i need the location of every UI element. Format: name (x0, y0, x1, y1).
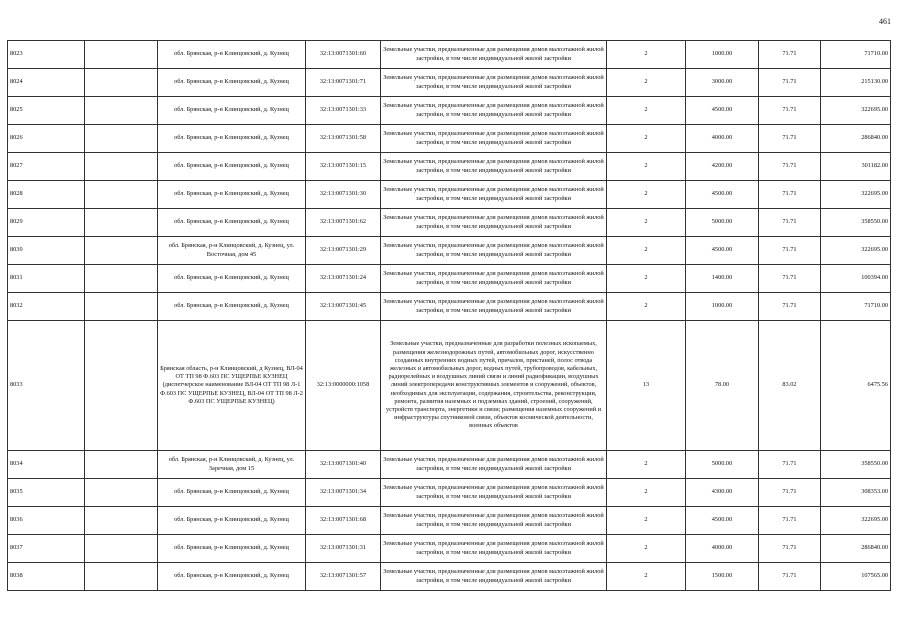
empty-cell (85, 209, 158, 237)
address-cell: обл. Брянская, р-н Клинцовский, д. Кузнец (158, 153, 306, 181)
empty-cell (85, 237, 158, 265)
land-use-cell: Земельные участки, предназначенные для размещения домов малоэтажной жилой застройки, в том числе индивидуальной жилой застройки (381, 451, 607, 479)
cadastral-number-cell: 32:13:0071301:62 (306, 209, 381, 237)
category-code-cell: 2 (607, 535, 686, 563)
land-use-cell: Земельные участки, предназначенные для размещения домов малоэтажной жилой застройки, в том числе индивидуальной жилой застройки (381, 153, 607, 181)
specific-value-cell: 71.71 (759, 265, 821, 293)
empty-cell (85, 41, 158, 69)
empty-cell (85, 69, 158, 97)
empty-cell (85, 125, 158, 153)
area-cell: 3000.00 (686, 69, 759, 97)
record-id-cell: 8033 (8, 321, 85, 451)
cadastral-number-cell: 32:13:0071301:58 (306, 125, 381, 153)
empty-cell (85, 265, 158, 293)
cadastral-number-cell: 32:13:0071301:60 (306, 41, 381, 69)
address-cell: обл. Брянская, р-н Клинцовский, д. Кузнец (158, 479, 306, 507)
area-cell: 4000.00 (686, 535, 759, 563)
cadastral-value-cell: 6475.56 (821, 321, 891, 451)
table-row (8, 321, 891, 451)
record-id-cell: 8031 (8, 265, 85, 293)
land-use-cell: Земельные участки, предназначенные для размещения домов малоэтажной жилой застройки, в том числе индивидуальной жилой застройки (381, 181, 607, 209)
record-id-cell: 8028 (8, 181, 85, 209)
address-cell: обл. Брянская, р-н Клинцовский, д. Кузнец (158, 125, 306, 153)
specific-value-cell: 71.71 (759, 507, 821, 535)
address-cell: обл. Брянская, р-н Клинцовский, д. Кузнец, ул. Восточная, дом 45 (158, 237, 306, 265)
table-row (8, 479, 891, 507)
empty-cell (85, 479, 158, 507)
area-cell: 4500.00 (686, 507, 759, 535)
cadastral-value-cell: 71710.00 (821, 293, 891, 321)
table-row (8, 507, 891, 535)
category-code-cell: 2 (607, 125, 686, 153)
land-use-cell: Земельные участки, предназначенные для размещения домов малоэтажной жилой застройки, в том числе индивидуальной жилой застройки (381, 479, 607, 507)
land-use-cell: Земельные участки, предназначенные для разработки полезных ископаемых, размещения железнодорожных путей, автомобильных дорог, искусственно созданных внутренних водных путей, причалов, пристаней, полос отвода железных и автомобильных дорог, водных путей, трубопроводов, кабельных, радиорелейных и воздушных линий связи и линий радиофикации, воздушных линий электропередачи конструктивных элементов и сооружений, объектов, необходимых для эксплуатации, содержания, строительства, реконструкции, ремонта, развития наземных и подземных зданий, строений, сооружений, устройств транспорта, энергетики и связи; размещения наземных сооружений и инфраструктуры спутниковой связи, объектов космической деятельности, военных объектов (381, 321, 607, 451)
record-id-cell: 8035 (8, 479, 85, 507)
record-id-cell: 8029 (8, 209, 85, 237)
area-cell: 4500.00 (686, 237, 759, 265)
area-cell: 4500.00 (686, 181, 759, 209)
category-code-cell: 2 (607, 479, 686, 507)
category-code-cell: 2 (607, 41, 686, 69)
specific-value-cell: 71.71 (759, 293, 821, 321)
land-use-cell: Земельные участки, предназначенные для размещения домов малоэтажной жилой застройки, в том числе индивидуальной жилой застройки (381, 265, 607, 293)
cadastral-number-cell: 32:13:0071301:68 (306, 507, 381, 535)
category-code-cell: 2 (607, 293, 686, 321)
table-row (8, 97, 891, 125)
specific-value-cell: 71.71 (759, 535, 821, 563)
table-row (8, 451, 891, 479)
specific-value-cell: 71.71 (759, 479, 821, 507)
record-id-cell: 8030 (8, 237, 85, 265)
table-row (8, 535, 891, 563)
table-row (8, 125, 891, 153)
land-use-cell: Земельные участки, предназначенные для размещения домов малоэтажной жилой застройки, в том числе индивидуальной жилой застройки (381, 69, 607, 97)
address-cell: обл. Брянская, р-н Клинцовский, д. Кузнец (158, 209, 306, 237)
cadastral-value-cell: 215130.00 (821, 69, 891, 97)
table-row (8, 293, 891, 321)
cadastral-value-table (7, 40, 891, 591)
specific-value-cell: 71.71 (759, 181, 821, 209)
area-cell: 1400.00 (686, 265, 759, 293)
area-cell: 78.00 (686, 321, 759, 451)
land-use-cell: Земельные участки, предназначенные для размещения домов малоэтажной жилой застройки, в том числе индивидуальной жилой застройки (381, 237, 607, 265)
cadastral-number-cell: 32:13:0071301:71 (306, 69, 381, 97)
category-code-cell: 13 (607, 321, 686, 451)
category-code-cell: 2 (607, 563, 686, 591)
address-cell: Брянская область, р-н Клинцовский, д Кузнец, ВЛ-04 ОТ ТП 98 Ф.603 ПС УЩЕРПЬЕ КУЗНЕЦ (диспетчерское наименование ВЛ-04 ОТ ТП 98 Л-1 Ф.603 ПС УЩЕРПЬЕ КУЗНЕЦ, ВЛ-04 ОТ ТП 98 Л-2 Ф.603 ПС УЩЕРПЬЕ КУЗНЕЦ) (158, 321, 306, 451)
category-code-cell: 2 (607, 265, 686, 293)
record-id-cell: 8023 (8, 41, 85, 69)
specific-value-cell: 71.71 (759, 41, 821, 69)
area-cell: 4300.00 (686, 479, 759, 507)
category-code-cell: 2 (607, 181, 686, 209)
address-cell: обл. Брянская, р-н Клинцовский, д. Кузнец (158, 69, 306, 97)
specific-value-cell: 71.71 (759, 563, 821, 591)
cadastral-number-cell: 32:13:0071301:15 (306, 153, 381, 181)
page-number: 461 (879, 17, 891, 26)
record-id-cell: 8038 (8, 563, 85, 591)
specific-value-cell: 71.71 (759, 69, 821, 97)
area-cell: 5000.00 (686, 209, 759, 237)
cadastral-number-cell: 32:13:0000000:1058 (306, 321, 381, 451)
cadastral-number-cell: 32:13:0071301:24 (306, 265, 381, 293)
record-id-cell: 8024 (8, 69, 85, 97)
cadastral-value-cell: 286840.00 (821, 125, 891, 153)
address-cell: обл. Брянская, р-н Клинцовский, д. Кузнец (158, 535, 306, 563)
empty-cell (85, 535, 158, 563)
address-cell: обл. Брянская, р-н Клинцовский, д. Кузнец, ул. Заречная, дом 15 (158, 451, 306, 479)
cadastral-number-cell: 32:13:0071301:30 (306, 181, 381, 209)
empty-cell (85, 563, 158, 591)
table-row (8, 69, 891, 97)
cadastral-value-cell: 358550.00 (821, 209, 891, 237)
area-cell: 1000.00 (686, 293, 759, 321)
empty-cell (85, 97, 158, 125)
cadastral-number-cell: 32:13:0071301:31 (306, 535, 381, 563)
address-cell: обл. Брянская, р-н Клинцовский, д. Кузнец (158, 41, 306, 69)
category-code-cell: 2 (607, 153, 686, 181)
table-row (8, 181, 891, 209)
area-cell: 4200.00 (686, 153, 759, 181)
specific-value-cell: 71.71 (759, 209, 821, 237)
empty-cell (85, 451, 158, 479)
address-cell: обл. Брянская, р-н Клинцовский, д. Кузнец (158, 563, 306, 591)
cadastral-value-cell: 301182.00 (821, 153, 891, 181)
table-row (8, 41, 891, 69)
cadastral-number-cell: 32:13:0071301:29 (306, 237, 381, 265)
category-code-cell: 2 (607, 69, 686, 97)
cadastral-number-cell: 32:13:0071301:40 (306, 451, 381, 479)
empty-cell (85, 321, 158, 451)
record-id-cell: 8027 (8, 153, 85, 181)
address-cell: обл. Брянская, р-н Клинцовский, д. Кузнец (158, 507, 306, 535)
table-row (8, 237, 891, 265)
record-id-cell: 8036 (8, 507, 85, 535)
category-code-cell: 2 (607, 237, 686, 265)
cadastral-value-cell: 322695.00 (821, 181, 891, 209)
specific-value-cell: 71.71 (759, 97, 821, 125)
cadastral-value-cell: 308353.00 (821, 479, 891, 507)
record-id-cell: 8025 (8, 97, 85, 125)
land-use-cell: Земельные участки, предназначенные для размещения домов малоэтажной жилой застройки, в том числе индивидуальной жилой застройки (381, 507, 607, 535)
empty-cell (85, 181, 158, 209)
cadastral-value-cell: 358550.00 (821, 451, 891, 479)
empty-cell (85, 293, 158, 321)
address-cell: обл. Брянская, р-н Клинцовский, д. Кузнец (158, 265, 306, 293)
cadastral-value-cell: 100394.00 (821, 265, 891, 293)
address-cell: обл. Брянская, р-н Клинцовский, д. Кузнец (158, 97, 306, 125)
empty-cell (85, 507, 158, 535)
specific-value-cell: 83.02 (759, 321, 821, 451)
area-cell: 4000.00 (686, 125, 759, 153)
cadastral-value-cell: 286840.00 (821, 535, 891, 563)
address-cell: обл. Брянская, р-н Клинцовский, д. Кузнец (158, 181, 306, 209)
cadastral-value-cell: 322695.00 (821, 97, 891, 125)
area-cell: 5000.00 (686, 451, 759, 479)
record-id-cell: 8032 (8, 293, 85, 321)
table-row (8, 563, 891, 591)
record-id-cell: 8034 (8, 451, 85, 479)
table-row (8, 265, 891, 293)
specific-value-cell: 71.71 (759, 451, 821, 479)
cadastral-value-cell: 322695.00 (821, 237, 891, 265)
cadastral-value-cell: 107565.00 (821, 563, 891, 591)
category-code-cell: 2 (607, 209, 686, 237)
cadastral-value-cell: 71710.00 (821, 41, 891, 69)
specific-value-cell: 71.71 (759, 237, 821, 265)
land-use-cell: Земельные участки, предназначенные для размещения домов малоэтажной жилой застройки, в том числе индивидуальной жилой застройки (381, 209, 607, 237)
cadastral-value-cell: 322695.00 (821, 507, 891, 535)
record-id-cell: 8026 (8, 125, 85, 153)
land-use-cell: Земельные участки, предназначенные для размещения домов малоэтажной жилой застройки, в том числе индивидуальной жилой застройки (381, 125, 607, 153)
table-row (8, 209, 891, 237)
land-use-cell: Земельные участки, предназначенные для размещения домов малоэтажной жилой застройки, в том числе индивидуальной жилой застройки (381, 41, 607, 69)
cadastral-number-cell: 32:13:0071301:57 (306, 563, 381, 591)
category-code-cell: 2 (607, 451, 686, 479)
cadastral-number-cell: 32:13:0071301:33 (306, 97, 381, 125)
land-use-cell: Земельные участки, предназначенные для размещения домов малоэтажной жилой застройки, в том числе индивидуальной жилой застройки (381, 535, 607, 563)
cadastral-number-cell: 32:13:0071301:45 (306, 293, 381, 321)
area-cell: 1000.00 (686, 41, 759, 69)
land-use-cell: Земельные участки, предназначенные для размещения домов малоэтажной жилой застройки, в том числе индивидуальной жилой застройки (381, 293, 607, 321)
area-cell: 1500.00 (686, 563, 759, 591)
specific-value-cell: 71.71 (759, 153, 821, 181)
table-row (8, 153, 891, 181)
land-use-cell: Земельные участки, предназначенные для размещения домов малоэтажной жилой застройки, в том числе индивидуальной жилой застройки (381, 97, 607, 125)
category-code-cell: 2 (607, 507, 686, 535)
address-cell: обл. Брянская, р-н Клинцовский, д. Кузнец (158, 293, 306, 321)
record-id-cell: 8037 (8, 535, 85, 563)
cadastral-number-cell: 32:13:0071301:34 (306, 479, 381, 507)
specific-value-cell: 71.71 (759, 125, 821, 153)
land-use-cell: Земельные участки, предназначенные для размещения домов малоэтажной жилой застройки, в том числе индивидуальной жилой застройки (381, 563, 607, 591)
area-cell: 4500.00 (686, 97, 759, 125)
empty-cell (85, 153, 158, 181)
category-code-cell: 2 (607, 97, 686, 125)
